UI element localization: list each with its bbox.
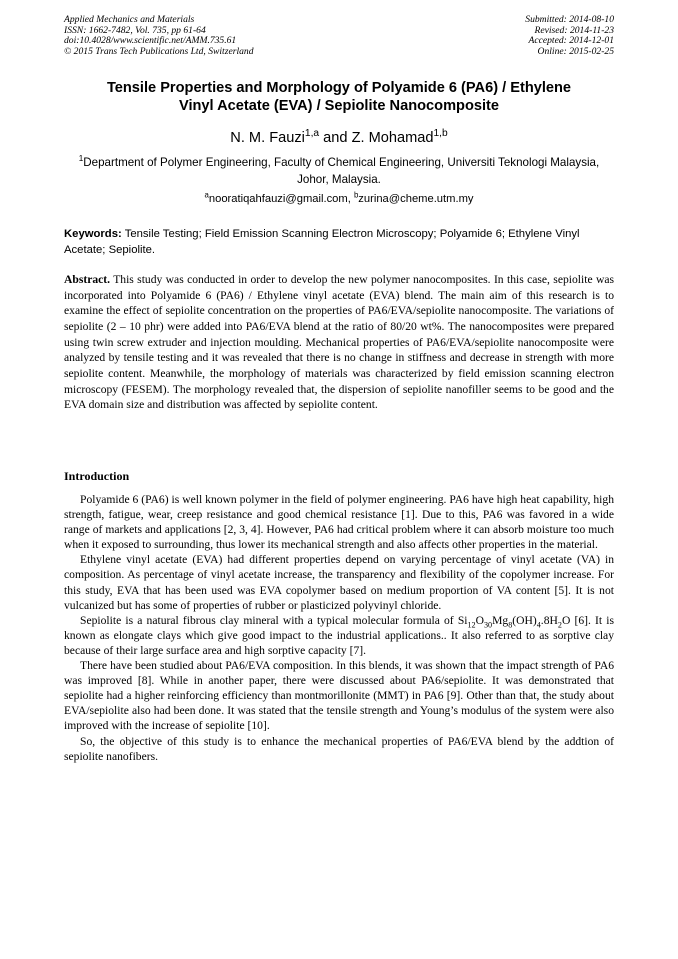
author-list — [64, 130, 614, 146]
author-2: Z. Mohamad — [351, 130, 434, 146]
author-1: N. M. Fauzi — [230, 130, 305, 146]
paper-title — [64, 80, 614, 115]
doi-line: doi:10.4028/www.scientific.net/AMM.735.61 — [64, 35, 237, 47]
sepiolite-lead: Sepiolite is a natural fibrous clay mineral with a typical molecular formula of — [80, 613, 454, 627]
author-conjunction: and — [319, 130, 352, 146]
accepted-date: Accepted: 2014-12-01 — [528, 35, 614, 47]
intro-paragraph-2: Ethylene vinyl acetate (EVA) had different properties depend on varying percentage of vinyl acetate (VA) in composition. As percentage of vinyl acetate increase, the transparency and flexibility of the copolymer increase. For this study, EVA that has been used was EVA copolymer based on medium proportion of VA content [5]. It is not vulcanized but has some of properties of rubber or plasticized polyvinyl chloride. — [64, 553, 614, 612]
email-b[interactable]: zurina@cheme.utm.my — [358, 193, 474, 205]
abstract-text: This study was conducted in order to develop the new polymer nanocomposites. In this case, sepiolite was incorporated into Polyamide 6 (PA6) / Ethylene vinyl acetate (EVA) blend. The main aim of this research is to examine the effect of sepiolite concentration on the properties of PA6/EVA/sepiolite nanocomposite. The variations of sepiolite (2 – 10 phr) were added into PA6/EVA blend at the ratio of 80/20 wt%. The nanocomposites were prepared using twin screw extruder and injection moulding. Mechanical properties of PA6/EVA/sepiolite nanocomposite were analyzed by tensile testing and it was revealed that there is no change in stiffness and decrease in strength with more sepiolite content. Meanwhile, the morphology of materials was characterized by field emission scanning electron microscopy (FESEM). The morphology revealed that, the dispersion of sepiolite nanofiller seems to be good and the EVA domain size and distribution was affected by sepiolite content. — [64, 273, 614, 412]
author-emails — [64, 190, 614, 205]
formula-water: .8H — [540, 613, 558, 627]
sepiolite-rest: [6]. It is known as elongate clays which give good impact to the industrial applications.. It also referred to as sorptive clay because of their large surface area and high sorptive capacity [7]. — [64, 613, 614, 657]
publication-dates — [525, 15, 614, 57]
intro-paragraph-5: So, the objective of this study is to enhance the mechanical properties of PA6/EVA blend by the addtion of sepiolite nanofibers. — [64, 734, 614, 763]
affiliation-marker: 1 — [78, 154, 84, 164]
introduction-body — [64, 492, 614, 764]
online-date: Online: 2015-02-25 — [537, 45, 614, 57]
introduction-heading: Introduction — [64, 469, 130, 483]
intro-paragraph-3 — [64, 613, 614, 658]
journal-name: Applied Mechanics and Materials — [64, 14, 195, 25]
formula-h-count: 2 — [557, 620, 562, 630]
formula-si: Si — [457, 613, 468, 627]
abstract-label: Abstract. — [64, 273, 111, 286]
copyright-line: © 2015 Trans Tech Publications Ltd, Switzerland — [64, 45, 254, 57]
affiliation — [64, 154, 614, 188]
formula-mg-count: 8 — [508, 620, 513, 630]
keywords-text: Tensile Testing; Field Emission Scanning Electron Microscopy; Polyamide 6; Ethylene Vinyl Acetate; Sepiolite. — [64, 228, 580, 256]
intro-paragraph-1: Polyamide 6 (PA6) is well known polymer in the field of polymer engineering. PA6 have high heat capability, high strength, fatigue, wear, creep resistance and good chemical resistance [1]. Due to this, PA6 was favored in a wide range of markets and applications [2, 3, 4]. However, PA6 had critical problem where it can absorb moisture too much when it exposed to surrounding, thus lower its mechanical strength and also affects other properties in the material. — [64, 493, 614, 552]
publication-info — [64, 15, 254, 57]
email-separator: , — [347, 193, 354, 205]
issn-line: ISSN: 1662-7482, Vol. 735, pp 61-64 — [64, 24, 206, 36]
formula-mg: Mg — [492, 613, 509, 627]
formula-o: O — [475, 613, 484, 627]
formula-o-count: 30 — [483, 620, 493, 630]
formula-o-end: O — [561, 613, 571, 627]
email-a-marker: a — [204, 190, 209, 200]
affiliation-text: Department of Polymer Engineering, Faculty of Chemical Engineering, Universiti Teknologi Malaysia, Johor, Malaysia. — [83, 156, 600, 186]
revised-date: Revised: 2014-11-23 — [534, 24, 614, 36]
formula-si-count: 12 — [467, 620, 476, 630]
formula-oh: (OH) — [512, 613, 537, 627]
sepiolite-formula — [457, 613, 571, 630]
keywords-label: Keywords: — [64, 228, 122, 240]
abstract — [64, 272, 614, 413]
title-line-2: Vinyl Acetate (EVA) / Sepiolite Nanocomposite — [178, 97, 500, 114]
submitted-date: Submitted: 2014-08-10 — [525, 14, 614, 25]
email-a[interactable]: nooratiqahfauzi@gmail.com — [208, 193, 348, 205]
intro-paragraph-4: There have been studied about PA6/EVA composition. In this blends, it was shown that the impact strength of PA6 was improved [8]. While in another paper, there were discussed about PA6/sepiolite. It was demonstrated that sepiolite had a higher reinforcing efficiency than montmorillonite (MMT) in PA6 [9]. Other than that, the study about EVA/sepiolite also had been done. It was stated that the tensile strength and Young’s modulus of the system were also improved with the increase of sepiolite [10]. — [64, 659, 614, 733]
title-line-1: Tensile Properties and Morphology of Polyamide 6 (PA6) / Ethylene — [106, 80, 572, 96]
email-b-marker: b — [353, 190, 359, 200]
author-1-marker: 1,a — [304, 128, 320, 140]
author-2-marker: 1,b — [433, 128, 448, 140]
keywords — [64, 227, 614, 258]
formula-oh-count: 4 — [536, 620, 541, 630]
